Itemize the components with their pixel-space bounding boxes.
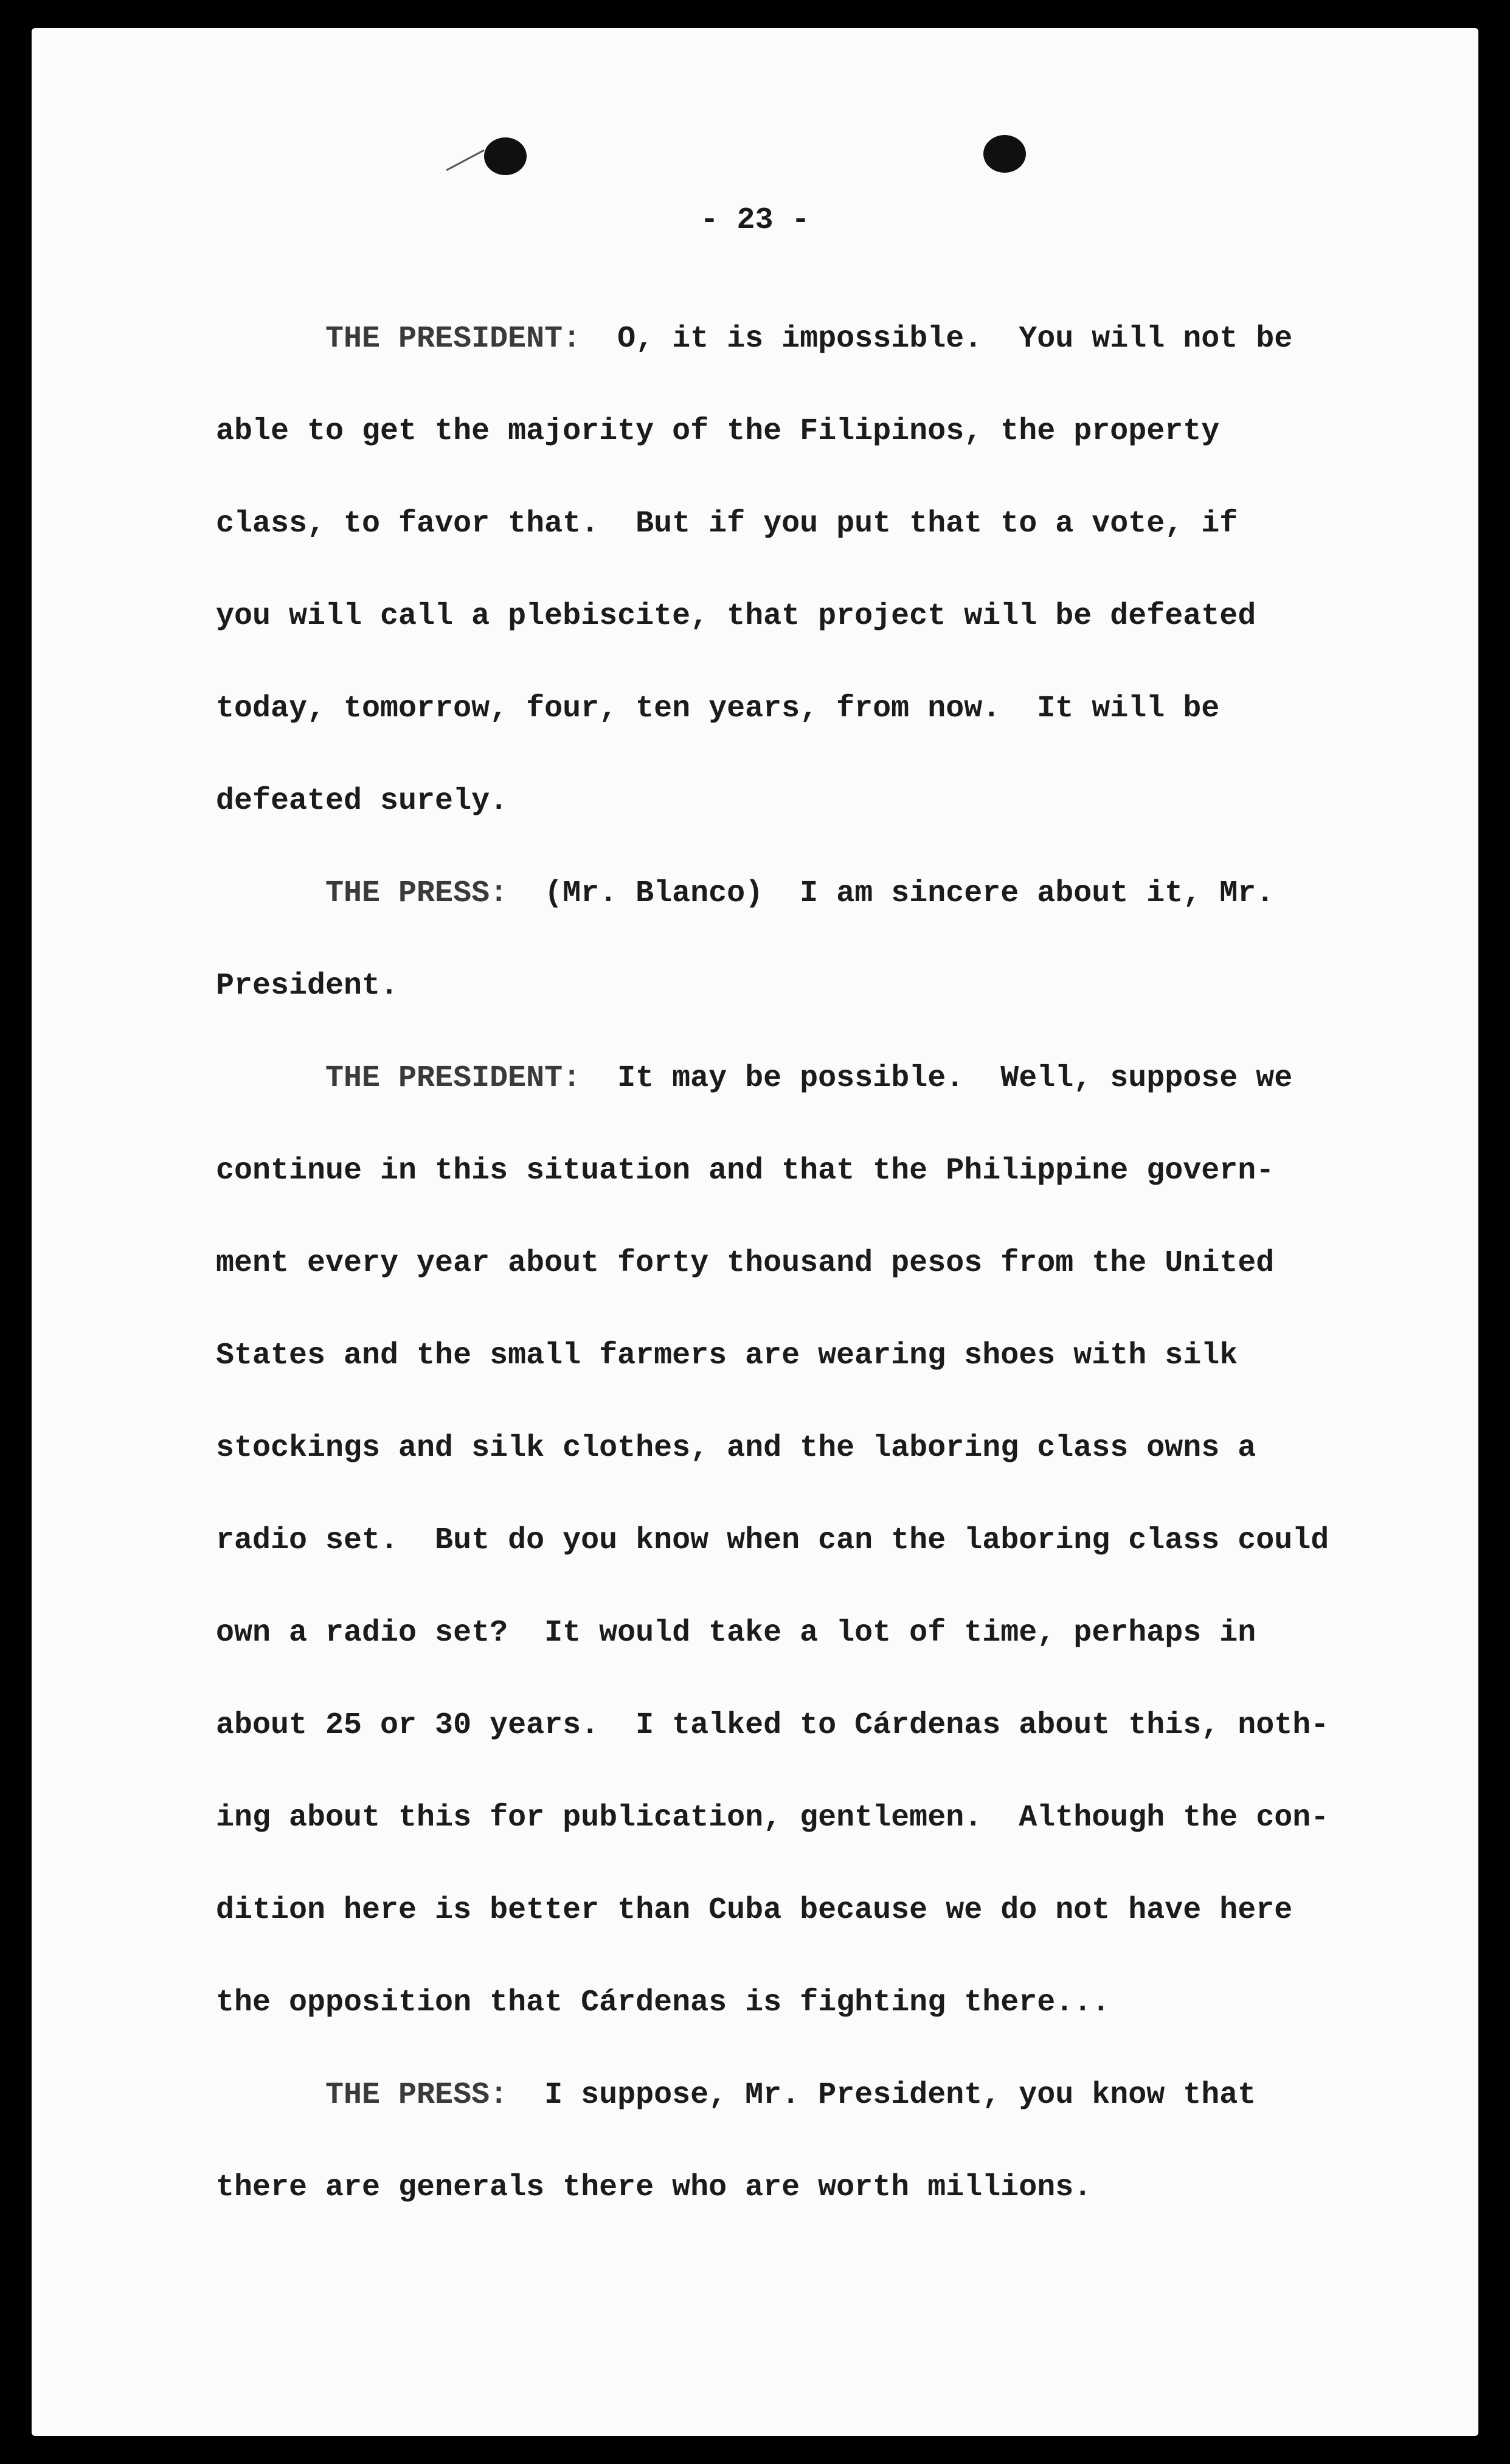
- text-line: [216, 293, 1347, 386]
- text-line: stockings and silk clothes, and the laboring class owns a: [216, 1431, 1256, 1466]
- text-line: President.: [216, 969, 399, 1003]
- text-line: continue in this situation and that the Philippine govern-: [216, 1154, 1275, 1188]
- speaker-label: THE PRESS:: [325, 2078, 508, 2113]
- speaker-label: THE PRESIDENT:: [325, 322, 581, 356]
- text-line: able to get the majority of the Filipinos, the property: [216, 414, 1220, 449]
- line-text: O, it is impossible. You will not be: [617, 322, 1293, 356]
- text-line: [216, 2049, 1347, 2142]
- line-text: It may be possible. Well, suppose we: [617, 1061, 1293, 1096]
- punch-hole-right: [983, 135, 1026, 173]
- text-line: own a radio set? It would take a lot of time, perhaps in: [216, 1616, 1256, 1650]
- text-line: [216, 848, 1347, 940]
- text-line: [216, 1033, 1347, 1125]
- text-line: defeated surely.: [216, 784, 508, 818]
- text-line: ment every year about forty thousand pesos from the United: [216, 1246, 1275, 1281]
- speaker-label: THE PRESS:: [325, 876, 508, 911]
- text-line: you will call a plebiscite, that project will be defeated: [216, 599, 1256, 634]
- speaker-label: THE PRESIDENT:: [325, 1061, 581, 1096]
- transcript-body: [216, 293, 1347, 2234]
- text-line: the opposition that Cárdenas is fighting there...: [216, 1985, 1110, 2020]
- text-line: about 25 or 30 years. I talked to Cárdenas about this, noth-: [216, 1708, 1329, 1743]
- text-line: there are generals there who are worth millions.: [216, 2170, 1092, 2205]
- line-text: (Mr. Blanco) I am sincere about it, Mr.: [544, 876, 1275, 911]
- page-number: - 23 -: [700, 203, 810, 238]
- text-line: today, tomorrow, four, ten years, from now. It will be: [216, 691, 1220, 726]
- text-line: States and the small farmers are wearing shoes with silk: [216, 1338, 1238, 1373]
- text-line: radio set. But do you know when can the laboring class could: [216, 1523, 1329, 1558]
- text-line: class, to favor that. But if you put that to a vote, if: [216, 507, 1238, 541]
- text-line: ing about this for publication, gentlemen. Although the con-: [216, 1801, 1329, 1835]
- line-text: I suppose, Mr. President, you know that: [544, 2078, 1256, 2113]
- punch-hole-left: [484, 137, 527, 175]
- text-line: dition here is better than Cuba because we do not have here: [216, 1893, 1293, 1928]
